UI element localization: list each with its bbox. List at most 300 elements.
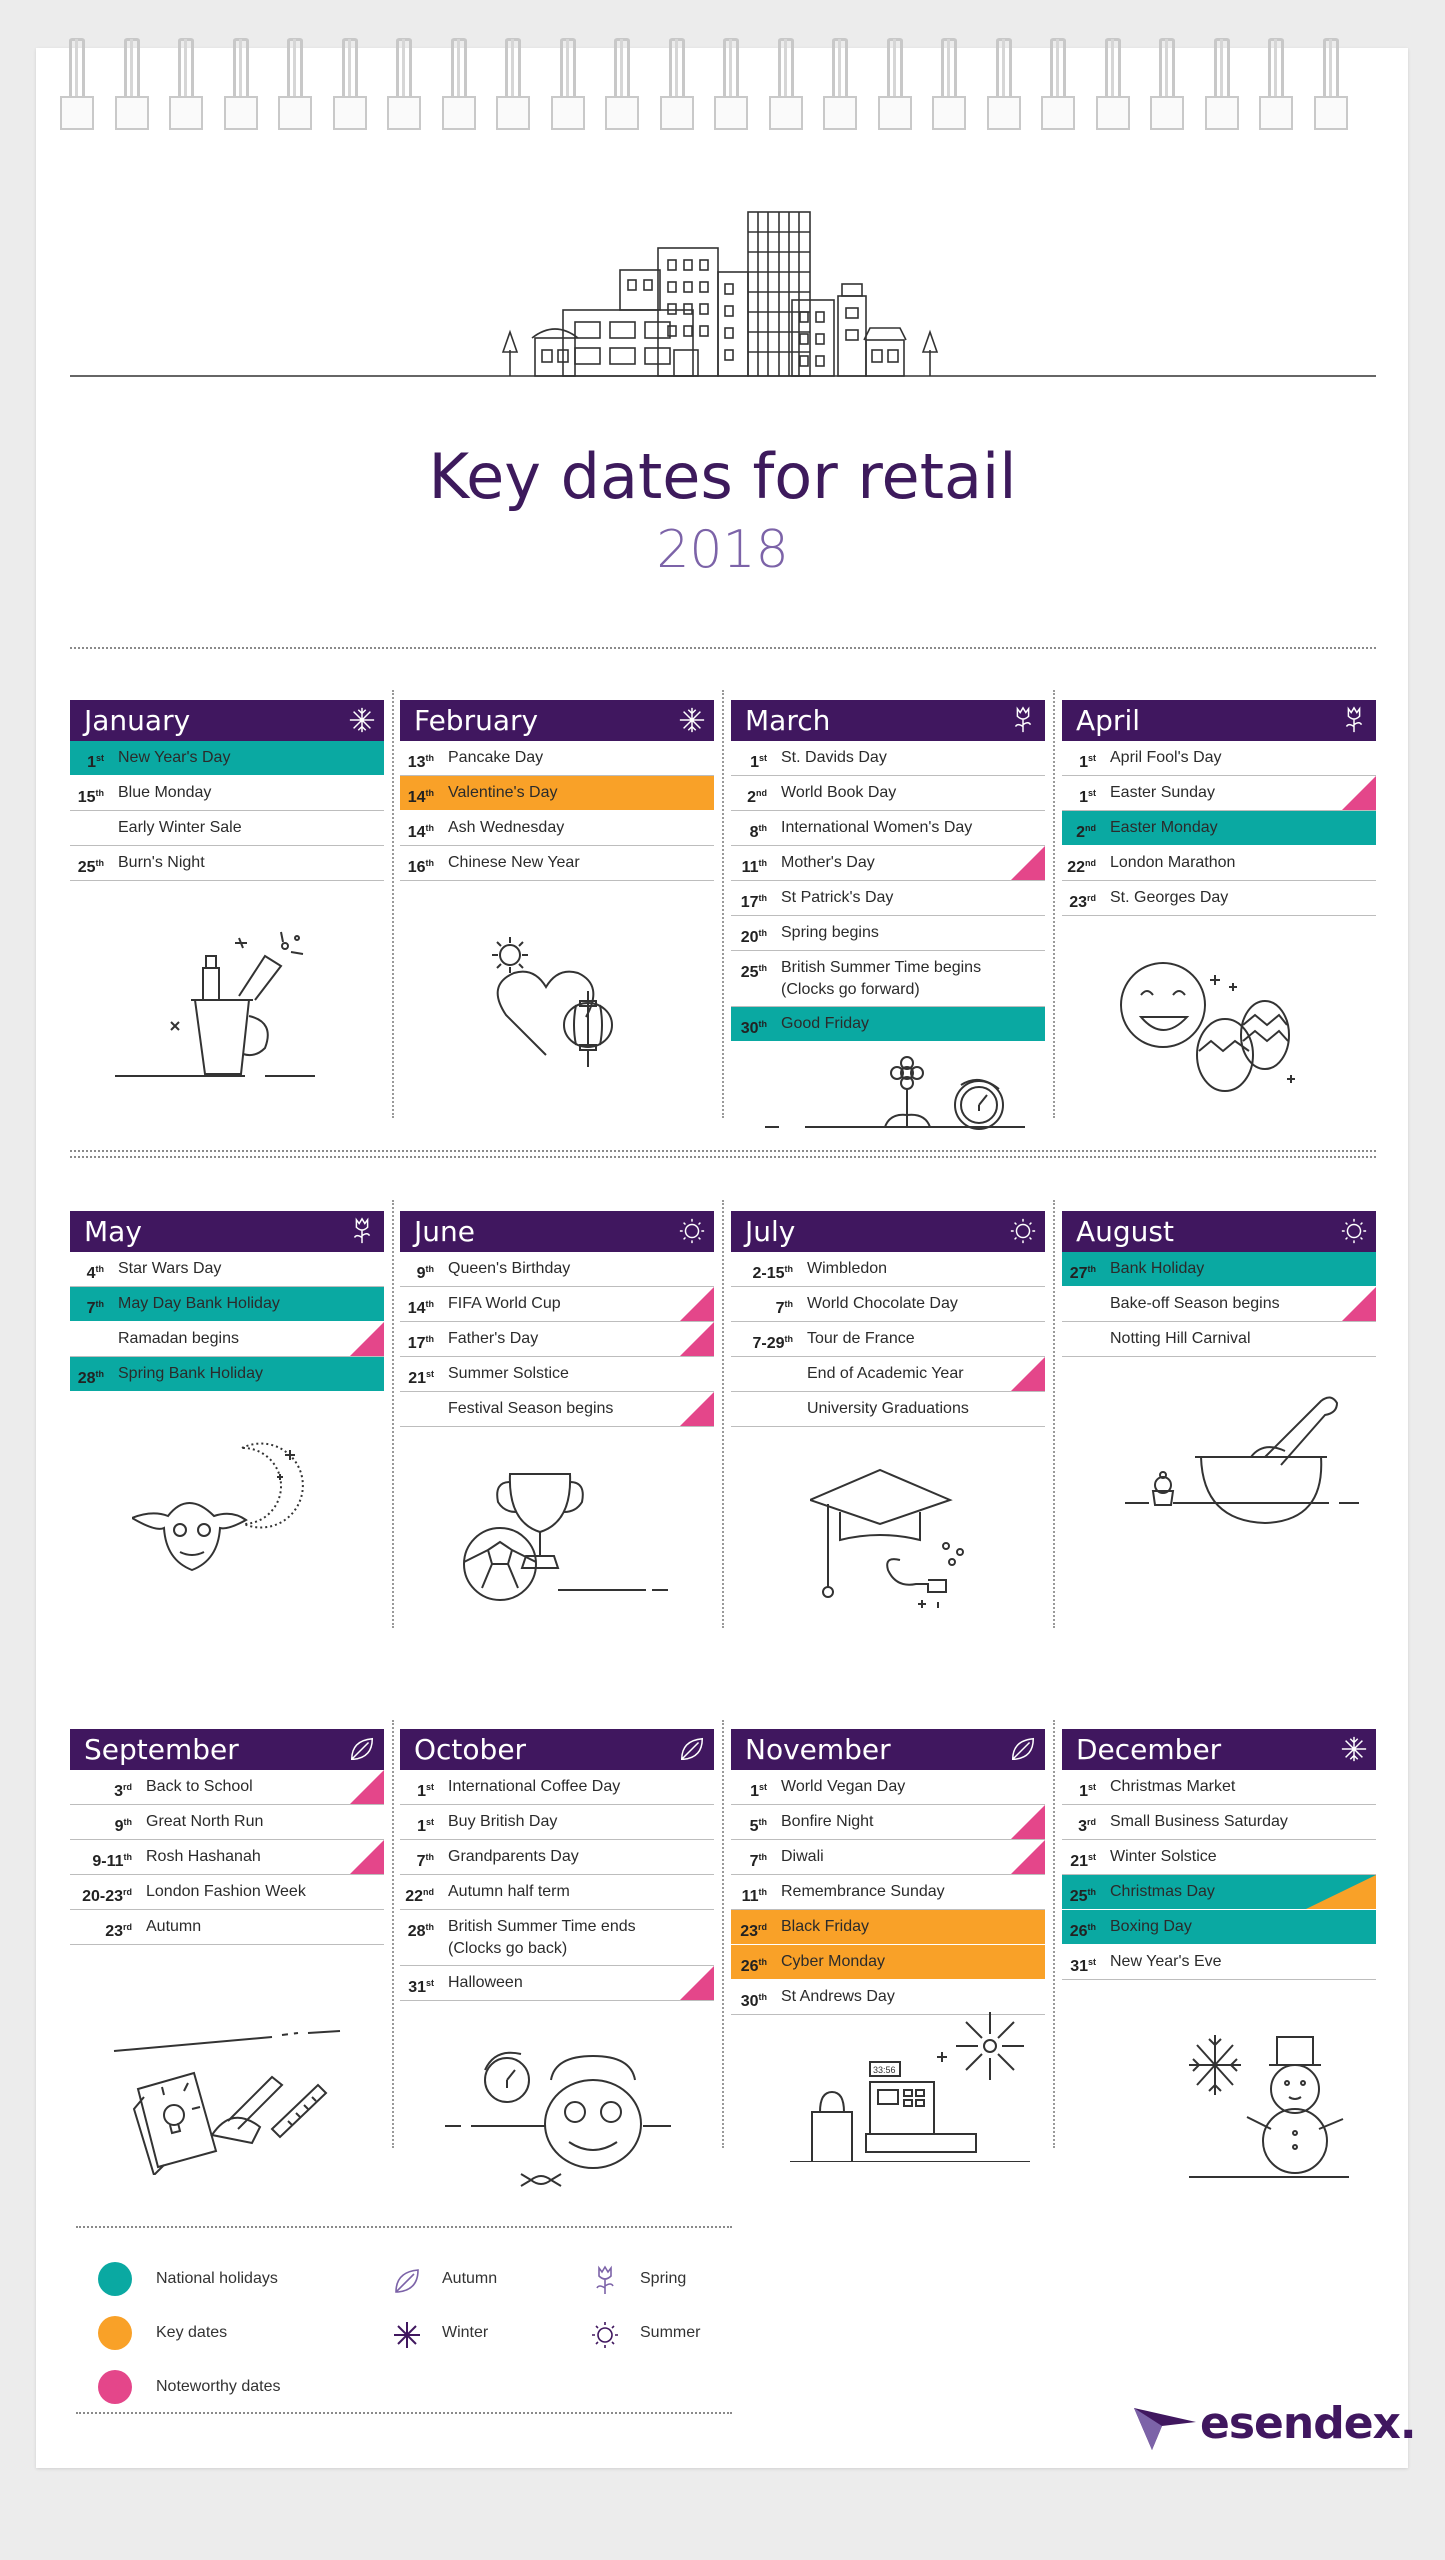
date-row	[731, 1392, 1045, 1427]
date-day: 26th	[740, 1957, 767, 1975]
month-name: March	[745, 704, 831, 737]
month-header	[1062, 1729, 1376, 1770]
date-day: 31st	[1070, 1957, 1096, 1975]
champagne-bucket-illustration	[115, 930, 325, 1080]
date-row	[400, 1966, 714, 2001]
binding-ring	[878, 36, 912, 132]
date-day: 1st	[417, 1782, 434, 1800]
date-event: World Vegan Day	[781, 1778, 906, 1795]
month-name: September	[84, 1733, 239, 1766]
sun-icon	[1340, 1217, 1368, 1245]
page-year: 2018	[656, 520, 789, 580]
date-row	[1062, 776, 1376, 811]
month-name: May	[84, 1215, 142, 1248]
date-row	[731, 741, 1045, 776]
date-event: Summer Solstice	[448, 1365, 569, 1382]
date-event: Remembrance Sunday	[781, 1883, 945, 1900]
flower-clock-illustration	[765, 1055, 1035, 1140]
noteworthy-flag	[680, 1392, 714, 1426]
legend	[76, 2226, 732, 2414]
date-day: 13th	[407, 753, 434, 771]
date-row	[70, 846, 384, 881]
month-name: November	[745, 1733, 891, 1766]
date-day: 17th	[740, 893, 767, 911]
month-name: April	[1076, 704, 1140, 737]
halloween-pumpkin-illustration	[445, 2040, 675, 2200]
register-display-text: 33:56	[873, 2065, 896, 2075]
binding-ring	[278, 36, 312, 132]
noteworthy-flag	[1011, 1805, 1045, 1839]
date-row	[1062, 1252, 1376, 1287]
football-trophy-illustration	[460, 1472, 670, 1602]
date-event: Mother's Day	[781, 854, 875, 871]
date-day: 3rd	[1078, 1817, 1096, 1835]
date-event: Back to School	[146, 1778, 253, 1795]
leaf-icon	[392, 2266, 422, 2296]
date-day: 7th	[775, 1299, 793, 1317]
date-day: 7th	[749, 1852, 767, 1870]
binding-ring	[1205, 36, 1239, 132]
date-day: 25th	[1069, 1887, 1096, 1905]
date-event: World Chocolate Day	[807, 1295, 958, 1312]
month-apr	[1062, 700, 1376, 916]
date-row	[400, 1770, 714, 1805]
date-event: New Year's Day	[118, 749, 231, 766]
date-row	[400, 1252, 714, 1287]
date-row	[1062, 741, 1376, 776]
date-day: 1st	[87, 753, 104, 771]
date-row	[70, 1875, 384, 1910]
date-day: 9th	[416, 1264, 434, 1282]
legend-noteworthy-dot	[98, 2370, 132, 2404]
date-row	[400, 1875, 714, 1910]
date-event: Bank Holiday	[1110, 1260, 1205, 1277]
month-name: June	[414, 1215, 475, 1248]
date-row	[70, 1910, 384, 1945]
date-day: 9-11th	[92, 1852, 132, 1870]
date-event: Notting Hill Carnival	[1110, 1330, 1251, 1347]
date-event: Bake-off Season begins	[1110, 1295, 1280, 1312]
date-row	[400, 741, 714, 776]
date-row	[1062, 1910, 1376, 1945]
date-row	[1062, 1287, 1376, 1322]
date-event: End of Academic Year	[807, 1365, 964, 1382]
column-divider	[392, 1200, 394, 1628]
binding-ring	[115, 36, 149, 132]
date-event: Black Friday	[781, 1918, 870, 1935]
binding-ring	[987, 36, 1021, 132]
column-divider	[722, 690, 724, 1118]
date-event: Blue Monday	[118, 784, 212, 801]
date-event: Easter Monday	[1110, 819, 1218, 836]
month-name: February	[414, 704, 539, 737]
date-event: Queen's Birthday	[448, 1260, 571, 1277]
sun-icon	[1009, 1217, 1037, 1245]
date-day: 2nd	[747, 788, 767, 806]
date-row	[70, 1287, 384, 1322]
date-row	[400, 1322, 714, 1357]
date-row	[731, 1945, 1045, 1980]
date-row	[400, 1805, 714, 1840]
date-event: May Day Bank Holiday	[118, 1295, 280, 1312]
date-row	[400, 1392, 714, 1427]
date-day: 1st	[1079, 753, 1096, 771]
date-day: 2nd	[1076, 823, 1096, 841]
date-row	[70, 1322, 384, 1357]
month-mar	[731, 700, 1045, 1042]
esendex-logo	[1132, 2396, 1416, 2456]
date-event: Christmas Day	[1110, 1883, 1215, 1900]
date-row	[70, 776, 384, 811]
date-day: 17th	[407, 1334, 434, 1352]
date-day: 15th	[77, 788, 104, 806]
month-header	[400, 1211, 714, 1252]
mixing-bowl-illustration	[1125, 1395, 1365, 1530]
cash-register-fireworks-illustration	[790, 2012, 1030, 2162]
noteworthy-flag	[1011, 1357, 1045, 1391]
month-name: August	[1076, 1215, 1174, 1248]
esendex-logo-mark-icon	[1132, 2404, 1198, 2452]
date-event: Cyber Monday	[781, 1953, 886, 1970]
month-header	[731, 1729, 1045, 1770]
column-divider	[392, 690, 394, 1118]
date-event: Rosh Hashanah	[146, 1848, 261, 1865]
divider-middle-2	[70, 1156, 1376, 1158]
date-event: Ramadan begins	[118, 1330, 239, 1347]
date-event: Tour de France	[807, 1330, 915, 1347]
date-event: St Andrews Day	[781, 1988, 895, 2005]
date-event: New Year's Eve	[1110, 1953, 1222, 1970]
date-event: St Patrick's Day	[781, 889, 894, 906]
binding-ring	[387, 36, 421, 132]
date-row	[731, 1980, 1045, 2015]
binding-ring	[769, 36, 803, 132]
binding-ring	[1259, 36, 1293, 132]
date-event: Boxing Day	[1110, 1918, 1192, 1935]
flower-icon	[1340, 706, 1368, 734]
binding-ring	[1150, 36, 1184, 132]
divider-middle	[70, 1150, 1376, 1152]
snowflake-icon	[678, 706, 706, 734]
snowflake-icon	[1340, 1735, 1368, 1763]
date-day: 23rd	[740, 1922, 767, 1940]
date-event: Small Business Saturday	[1110, 1813, 1288, 1830]
binding-ring	[60, 36, 94, 132]
noteworthy-flag	[680, 1322, 714, 1356]
date-row	[400, 1357, 714, 1392]
date-row	[1062, 1840, 1376, 1875]
date-event: Buy British Day	[448, 1813, 558, 1830]
date-day: 27th	[1069, 1264, 1096, 1282]
binding-ring	[932, 36, 966, 132]
date-day: 1st	[1079, 788, 1096, 806]
date-event: Good Friday	[781, 1015, 870, 1032]
date-day: 7th	[416, 1852, 434, 1870]
date-row	[731, 1357, 1045, 1392]
date-day: 1st	[1079, 1782, 1096, 1800]
date-day: 23rd	[105, 1922, 132, 1940]
noteworthy-flag	[350, 1770, 384, 1804]
date-day: 20th	[740, 928, 767, 946]
date-event: British Summer Time ends (Clocks go back)	[448, 1918, 636, 1957]
binding-ring	[605, 36, 639, 132]
date-day: 14th	[407, 1299, 434, 1317]
date-event: Autumn	[146, 1918, 202, 1935]
date-event: Bonfire Night	[781, 1813, 874, 1830]
binding-ring	[1314, 36, 1348, 132]
date-row	[400, 1840, 714, 1875]
snowflake-icon	[392, 2320, 422, 2350]
month-header	[1062, 1211, 1376, 1252]
date-row	[731, 951, 1045, 1007]
heart-lantern-illustration	[476, 935, 636, 1085]
date-row	[400, 1287, 714, 1322]
binding-ring	[714, 36, 748, 132]
city-skyline-illustration	[70, 200, 1376, 380]
date-row	[731, 811, 1045, 846]
date-day: 21st	[408, 1369, 434, 1387]
date-day: 30th	[740, 1019, 767, 1037]
date-event: Easter Sunday	[1110, 784, 1215, 801]
date-row	[731, 1252, 1045, 1287]
date-event: Chinese New Year	[448, 854, 580, 871]
flower-icon	[590, 2264, 620, 2296]
date-event: Valentine's Day	[448, 784, 558, 801]
date-day: 25th	[77, 858, 104, 876]
month-name: October	[414, 1733, 527, 1766]
date-event: Diwali	[781, 1848, 824, 1865]
date-day: 4th	[86, 1264, 104, 1282]
date-day: 22nd	[405, 1887, 434, 1905]
noteworthy-flag	[1011, 846, 1045, 880]
date-day: 3rd	[114, 1782, 132, 1800]
date-row	[731, 1322, 1045, 1357]
binding-ring	[496, 36, 530, 132]
date-row	[1062, 1875, 1376, 1910]
date-day: 16th	[407, 858, 434, 876]
date-row	[1062, 881, 1376, 916]
sun-icon	[590, 2320, 620, 2350]
month-jan	[70, 700, 384, 881]
date-row	[731, 1840, 1045, 1875]
date-event: Ash Wednesday	[448, 819, 565, 836]
column-divider	[722, 1720, 724, 2148]
column-divider	[1053, 1720, 1055, 2148]
date-row	[731, 1910, 1045, 1945]
binding-ring	[660, 36, 694, 132]
noteworthy-flag	[1342, 1287, 1376, 1321]
date-event: Grandparents Day	[448, 1848, 579, 1865]
date-event: Pancake Day	[448, 749, 544, 766]
date-row	[1062, 1322, 1376, 1357]
date-row	[731, 1007, 1045, 1042]
date-event: Father's Day	[448, 1330, 539, 1347]
snowman-snowflake-illustration	[1185, 2025, 1355, 2180]
date-event: Spring Bank Holiday	[118, 1365, 263, 1382]
leaf-icon	[678, 1735, 706, 1763]
legend-summer-label: Summer	[640, 2324, 701, 2341]
legend-autumn-label: Autumn	[442, 2270, 498, 2287]
date-day: 8th	[749, 823, 767, 841]
date-row	[70, 1840, 384, 1875]
binding-ring	[169, 36, 203, 132]
month-jul	[731, 1211, 1045, 1427]
noteworthy-flag	[1342, 776, 1376, 810]
binding-ring	[551, 36, 585, 132]
legend-spring-label: Spring	[640, 2270, 687, 2287]
date-day: 1st	[750, 1782, 767, 1800]
date-row	[400, 846, 714, 881]
noteworthy-flag	[680, 1287, 714, 1321]
snowflake-icon	[348, 706, 376, 734]
date-row	[70, 1770, 384, 1805]
date-event: Autumn half term	[448, 1883, 570, 1900]
noteworthy-flag	[680, 1966, 714, 2000]
month-sep	[70, 1729, 384, 1945]
divider-top	[70, 647, 1376, 649]
date-day: 11th	[741, 1887, 767, 1905]
noteworthy-flag	[350, 1322, 384, 1356]
date-day: 28th	[407, 1922, 434, 1940]
month-header	[70, 1729, 384, 1770]
binding-ring	[224, 36, 258, 132]
date-event: Burn's Night	[118, 854, 205, 871]
leaf-icon	[1009, 1735, 1037, 1763]
date-row	[70, 1805, 384, 1840]
date-row	[70, 811, 384, 846]
date-event: Early Winter Sale	[118, 819, 242, 836]
date-day: 30th	[740, 1992, 767, 2010]
date-row	[70, 1252, 384, 1287]
date-event: Festival Season begins	[448, 1400, 614, 1417]
legend-winter-label: Winter	[442, 2324, 489, 2341]
date-row	[731, 776, 1045, 811]
date-day: 2-15th	[752, 1264, 793, 1282]
date-day: 1st	[750, 753, 767, 771]
date-row	[731, 1287, 1045, 1322]
date-event: International Women's Day	[781, 819, 973, 836]
legend-noteworthy-label: Noteworthy dates	[156, 2378, 281, 2395]
month-header	[400, 1729, 714, 1770]
date-row	[70, 741, 384, 776]
date-event: Great North Run	[146, 1813, 264, 1830]
flower-icon	[348, 1217, 376, 1245]
date-event: London Marathon	[1110, 854, 1236, 871]
noteworthy-flag	[1011, 1840, 1045, 1874]
date-event: International Coffee Day	[448, 1778, 621, 1795]
date-day: 23rd	[1069, 893, 1096, 911]
school-supplies-illustration	[112, 2025, 342, 2175]
month-header	[400, 700, 714, 741]
date-row	[731, 1805, 1045, 1840]
binding-ring	[333, 36, 367, 132]
date-day: 9th	[114, 1817, 132, 1835]
date-row	[731, 881, 1045, 916]
date-event: Spring begins	[781, 924, 879, 941]
date-row	[400, 811, 714, 846]
yoda-moon-illustration	[132, 1440, 312, 1590]
date-row	[1062, 1770, 1376, 1805]
sun-icon	[678, 1217, 706, 1245]
binding-ring	[442, 36, 476, 132]
date-row	[400, 776, 714, 811]
date-row	[1062, 846, 1376, 881]
month-header	[70, 700, 384, 741]
column-divider	[722, 1200, 724, 1628]
date-event: Star Wars Day	[118, 1260, 222, 1277]
legend-national-label: National holidays	[156, 2270, 278, 2287]
month-header	[731, 1211, 1045, 1252]
binding-ring	[1096, 36, 1130, 132]
month-oct	[400, 1729, 714, 2001]
date-day: 11th	[741, 858, 767, 876]
month-header	[731, 700, 1045, 741]
date-event: British Summer Time begins (Clocks go forward)	[781, 959, 982, 998]
date-row	[1062, 1805, 1376, 1840]
esendex-logo-text: esendex.	[1200, 2398, 1416, 2449]
month-name: July	[745, 1215, 796, 1248]
date-day: 25th	[740, 963, 767, 981]
binding-ring	[1041, 36, 1075, 132]
date-day: 28th	[77, 1369, 104, 1387]
leaf-icon	[348, 1735, 376, 1763]
spiral-binding	[60, 36, 1380, 136]
date-row	[1062, 1945, 1376, 1980]
date-row	[400, 1910, 714, 1966]
date-day: 14th	[407, 823, 434, 841]
key-date-flag	[1306, 1875, 1376, 1909]
binding-ring	[823, 36, 857, 132]
date-day: 31st	[408, 1978, 434, 1996]
date-event: St. Davids Day	[781, 749, 887, 766]
month-may	[70, 1211, 384, 1392]
month-header	[1062, 700, 1376, 741]
date-event: Winter Solstice	[1110, 1848, 1217, 1865]
date-day: 5th	[749, 1817, 767, 1835]
date-row	[731, 916, 1045, 951]
date-event: Christmas Market	[1110, 1778, 1236, 1795]
month-name: January	[84, 704, 191, 737]
date-day: 21st	[1070, 1852, 1096, 1870]
date-row	[70, 1357, 384, 1392]
month-feb	[400, 700, 714, 881]
month-nov	[731, 1729, 1045, 2015]
month-name: December	[1076, 1733, 1222, 1766]
column-divider	[1053, 1200, 1055, 1628]
date-event: FIFA World Cup	[448, 1295, 561, 1312]
date-event: April Fool's Day	[1110, 749, 1222, 766]
date-event: Wimbledon	[807, 1260, 888, 1277]
date-event: London Fashion Week	[146, 1883, 306, 1900]
date-day: 1st	[417, 1817, 434, 1835]
month-jun	[400, 1211, 714, 1427]
column-divider	[392, 1720, 394, 2148]
month-aug	[1062, 1211, 1376, 1357]
legend-key-label: Key dates	[156, 2324, 228, 2341]
date-day: 26th	[1069, 1922, 1096, 1940]
legend-national-dot	[98, 2262, 132, 2296]
date-event: Halloween	[448, 1974, 523, 1991]
month-dec	[1062, 1729, 1376, 1980]
date-row	[731, 846, 1045, 881]
date-day: 7-29th	[752, 1334, 793, 1352]
date-day: 22nd	[1067, 858, 1096, 876]
date-day: 20-23rd	[82, 1887, 132, 1905]
legend-key-dot	[98, 2316, 132, 2350]
date-event: University Graduations	[807, 1400, 969, 1417]
column-divider	[1053, 690, 1055, 1118]
date-day: 7th	[86, 1299, 104, 1317]
